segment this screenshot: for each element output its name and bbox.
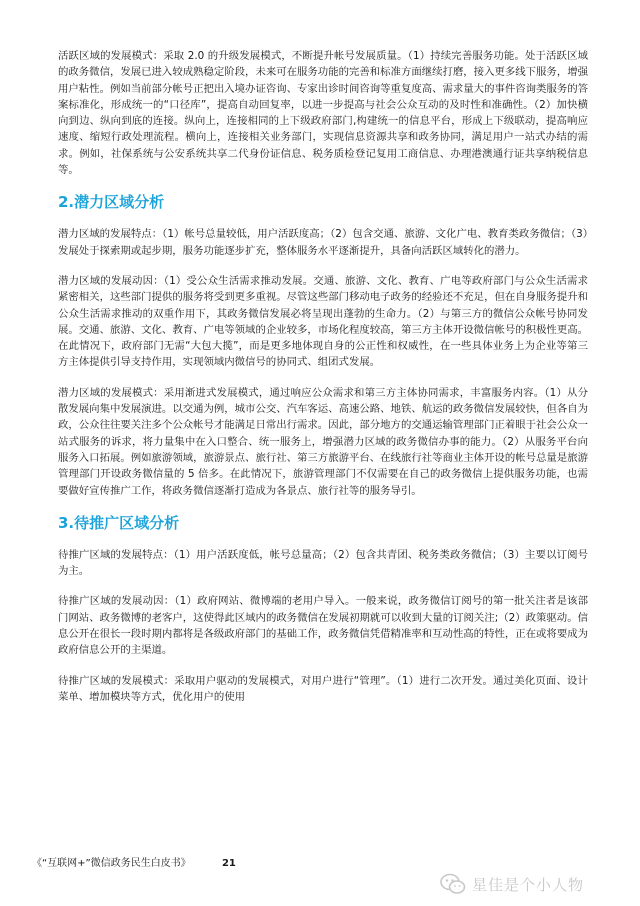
document-body — [58, 48, 588, 705]
watermark — [440, 873, 584, 895]
page-number: 21 — [221, 858, 236, 869]
section-heading-potential-region: 2.潜力区域分析 — [58, 193, 165, 212]
potential-region-model-paragraph: 潜力区域的发展模式：采用渐进式发展模式，通过响应公众需求和第三方主体协同需求，丰富服务内容。（1）从分散发展向集中发展演进。以交通为例，城市公交、汽车客运、高速公路、地铁、航运的政务微信发展较快，但各自为政，公众往往要关注多个公众帐号才能满足日常出行需求。因此，部分地方的交通运输管理部门正着眼于社会公众一站式服务的诉求，将力量集中在入口整合、统一服务上，增强潜力区域的政务微信办事的能力。（2）从服务平台向服务入口拓展。例如旅游领域，旅游景点、旅行社、第三方旅游平台、在线旅行社等商业主体开设的帐号总量是旅游管理部门开设政务微信量的 5 倍多。在此情况下，旅游管理部门不仅需要在自己的政务微信上提供服务功能，也需要做好宣传推广工作，将政务微信逐渐打造成为各景点、旅行社等的服务导引。 — [58, 386, 588, 497]
promotion-region-drivers-paragraph: 待推广区域的发展动因：（1）政府网站、微博端的老用户导入。一般来说，政务微信订阅号的第一批关注者是该部门网站、政务微博的老客户，这使得此区域内的政务微信在发展初期就可以收到大量的订阅关注;（2）政策驱动。信息公开在很长一段时期内都将是各级政府部门的基础工作，政务微信凭借精准率和互动性高的特性，正在或将要成为政府信息公开的主渠道。 — [58, 595, 588, 657]
wechat-logo-icon — [440, 873, 466, 895]
page-footer — [32, 854, 236, 869]
promotion-region-model-paragraph: 待推广区域的发展模式：采取用户驱动的发展模式，对用户进行“管理”。（1）进行二次开发。通过美化页面、设计菜单、增加模块等方式，优化用户的使用 — [58, 674, 588, 703]
potential-region-drivers-paragraph: 潜力区域的发展动因：（1）受公众生活需求推动发展。交通、旅游、文化、教育、广电等政府部门与公众生活需求紧密相关，这些部门提供的服务将受到更多重视。尽管这些部门移动电子政务的经验还不充足，但在自身服务提升和公众生活需求推动的双重作用下，其政务微信发展必将呈现出蓬勃的生命力。（2）与第三方的微信公众帐号协同发展。交通、旅游、文化、教育、广电等领域的企业较多，市场化程度较高，第三方主体开设微信帐号的积极性更高。在此情况下，政府部门无需“大包大揽”，而是更多地体现自身的公正性和权威性，在一些具体业务上为企业等第三方主体提供引导支持作用，实现领域内微信号的协同式、组团式发展。 — [58, 274, 588, 369]
active-region-model-paragraph: 活跃区域的发展模式：采取 2.0 的升级发展模式，不断提升帐号发展质量。（1）持续完善服务功能。处于活跃区域的政务微信，发展已进入较成熟稳定阶段，未来可在服务功能的完善和标准方面继续打磨，接入更多线下服务，增强用户粘性。例如当前部分帐号正把出入境办证咨询、专家出诊时间咨询等重复度高、需求量大的事件咨询类服务的答案标准化，形成统一的“口径库”，提高自动回复率，以进一步提高与社会公众互动的及时性和准确性。（2）加快横向到边、纵向到底的连接。纵向上，连接相同的上下级政府部门,构建统一的信息平台，形成上下级联动，提高响应速度、缩短行政处理流程。横向上，连接相关业务部门，实现信息资源共享和政务协同，满足用户一站式办结的需求。例如，社保系统与公安系统共享二代身份证信息、税务质检登记复用工商信息、办理港澳通行证共享纳税信息等。 — [58, 50, 588, 177]
promotion-region-features-paragraph: 待推广区域的发展特点：（1）用户活跃度低，帐号总量高；（2）包含共青团、税务类政务微信；（3）主要以订阅号为主。 — [58, 548, 588, 578]
section-heading-promotion-region: 3.待推广区域分析 — [58, 513, 180, 532]
watermark-text: 星佳是个小人物 — [472, 875, 585, 894]
footer-book-title: 《“互联网+”微信政务民生白皮书》 — [32, 858, 191, 869]
potential-region-features-paragraph: 潜力区域的发展特点：（1）帐号总量较低，用户活跃度高；（2）包含交通、旅游、文化广电、教育类政务微信；（3）发展处于探索期或起步期，服务功能逐步扩充，整体服务水平逐渐提升，具备向活跃区域转化的潜力。 — [58, 228, 588, 257]
